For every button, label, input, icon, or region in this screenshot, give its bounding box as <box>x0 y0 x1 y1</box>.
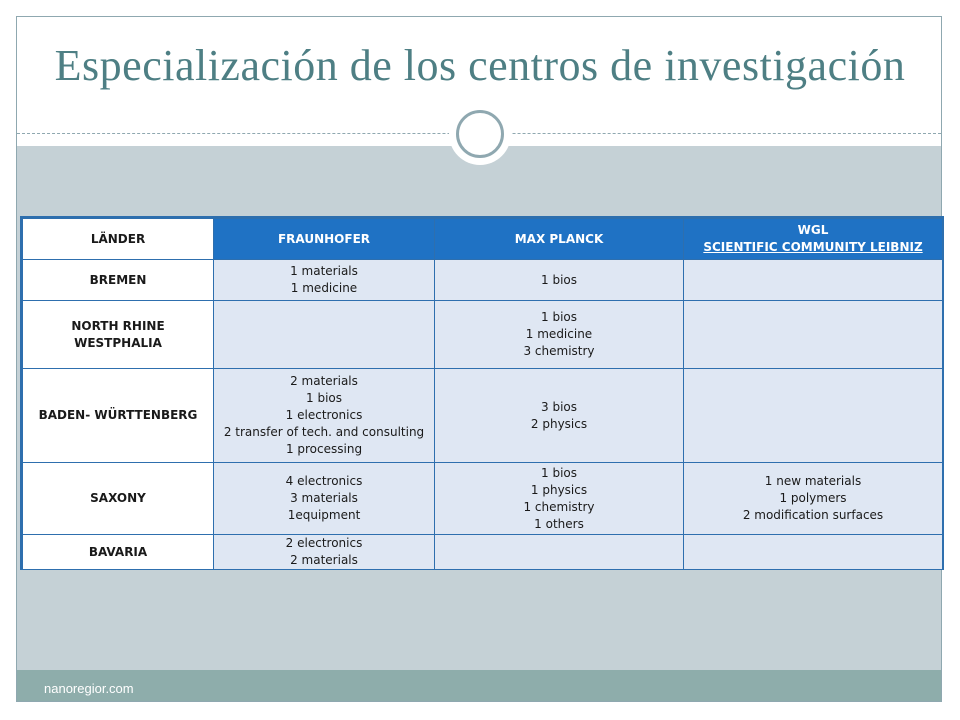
cell-line: 1 bios <box>306 391 342 405</box>
cell-line: 1 bios <box>541 310 577 324</box>
cell-line: 2 modification surfaces <box>742 508 884 522</box>
table-row <box>23 369 943 463</box>
table-cell-fraunhofer <box>214 260 435 301</box>
header-country: LÄNDER <box>23 219 214 260</box>
table-cell-max-planck <box>435 463 684 535</box>
cell-line: 3 bios <box>541 399 577 414</box>
cell-line: 3 materials <box>290 491 358 505</box>
cell-line: 1 bios <box>541 465 577 480</box>
cell-line: 1 chemistry <box>523 499 595 514</box>
table-cell-max-planck <box>435 369 684 463</box>
research-centers-table <box>20 216 944 570</box>
table-row <box>23 463 943 535</box>
table-cell-country <box>23 463 214 535</box>
footer-bar <box>17 670 941 701</box>
table-row <box>23 301 943 369</box>
cell-line: 1 others <box>534 516 584 531</box>
cell-line: 1 bios <box>541 272 577 287</box>
table-cell-fraunhofer <box>214 301 435 369</box>
cell-line: 2 transfer of tech. and consulting <box>223 425 425 439</box>
table-cell-country <box>23 301 214 369</box>
cell-line: 1 materials <box>290 264 358 278</box>
table-cell-max-planck <box>435 535 684 570</box>
table-cell-country <box>23 535 214 570</box>
header-wgl <box>684 219 943 260</box>
table-header-row <box>23 219 943 260</box>
table-cell-wgl <box>684 301 943 369</box>
cell-line: 2 physics <box>530 416 588 431</box>
table-cell-country <box>23 369 214 463</box>
cell-line: WESTPHALIA <box>74 335 162 350</box>
cell-line: 1 new materials <box>764 474 862 488</box>
cell-line: SAXONY <box>90 491 146 505</box>
table-row <box>23 535 943 570</box>
cell-line: 1 medicine <box>525 327 593 341</box>
table-cell-wgl <box>684 463 943 535</box>
table-cell-wgl <box>684 369 943 463</box>
cell-line: 1equipment <box>287 508 361 522</box>
cell-line: 2 materials <box>290 374 358 388</box>
header-max-planck: MAX PLANCK <box>435 219 684 260</box>
table-row <box>23 260 943 301</box>
specialization-table <box>22 218 943 570</box>
table-cell-fraunhofer <box>214 369 435 463</box>
table-cell-wgl <box>684 260 943 301</box>
table-cell-fraunhofer <box>214 463 435 535</box>
slide-title: Especialización de los centros de investigación <box>54 41 906 90</box>
cell-line: 2 materials <box>290 553 358 567</box>
decorative-ring-icon <box>456 110 504 158</box>
table-cell-fraunhofer <box>214 535 435 570</box>
cell-line: 2 electronics <box>285 536 363 550</box>
cell-line: BADEN- WÜRTTENBERG <box>38 408 198 422</box>
cell-line: 1 medicine <box>290 281 358 295</box>
cell-line: NORTH RHINE <box>71 318 165 333</box>
footer-source: nanoregior.com <box>44 681 134 696</box>
header-wgl-subtitle: SCIENTIFIC COMMUNITY LEIBNIZ <box>703 240 923 254</box>
cell-line: 1 processing <box>285 442 363 456</box>
header-wgl-title: WGL <box>797 223 829 237</box>
cell-line: 3 chemistry <box>523 344 595 358</box>
table-cell-wgl <box>684 535 943 570</box>
cell-line: 1 electronics <box>285 408 363 422</box>
table-cell-max-planck <box>435 260 684 301</box>
cell-line: BAVARIA <box>88 544 148 559</box>
cell-line: BREMEN <box>89 272 147 287</box>
table-cell-max-planck <box>435 301 684 369</box>
header-fraunhofer: FRAUNHOFER <box>214 219 435 260</box>
cell-line: 1 physics <box>530 482 588 497</box>
table-cell-country <box>23 260 214 301</box>
cell-line: 1 polymers <box>779 491 847 505</box>
cell-line: 4 electronics <box>285 474 363 488</box>
